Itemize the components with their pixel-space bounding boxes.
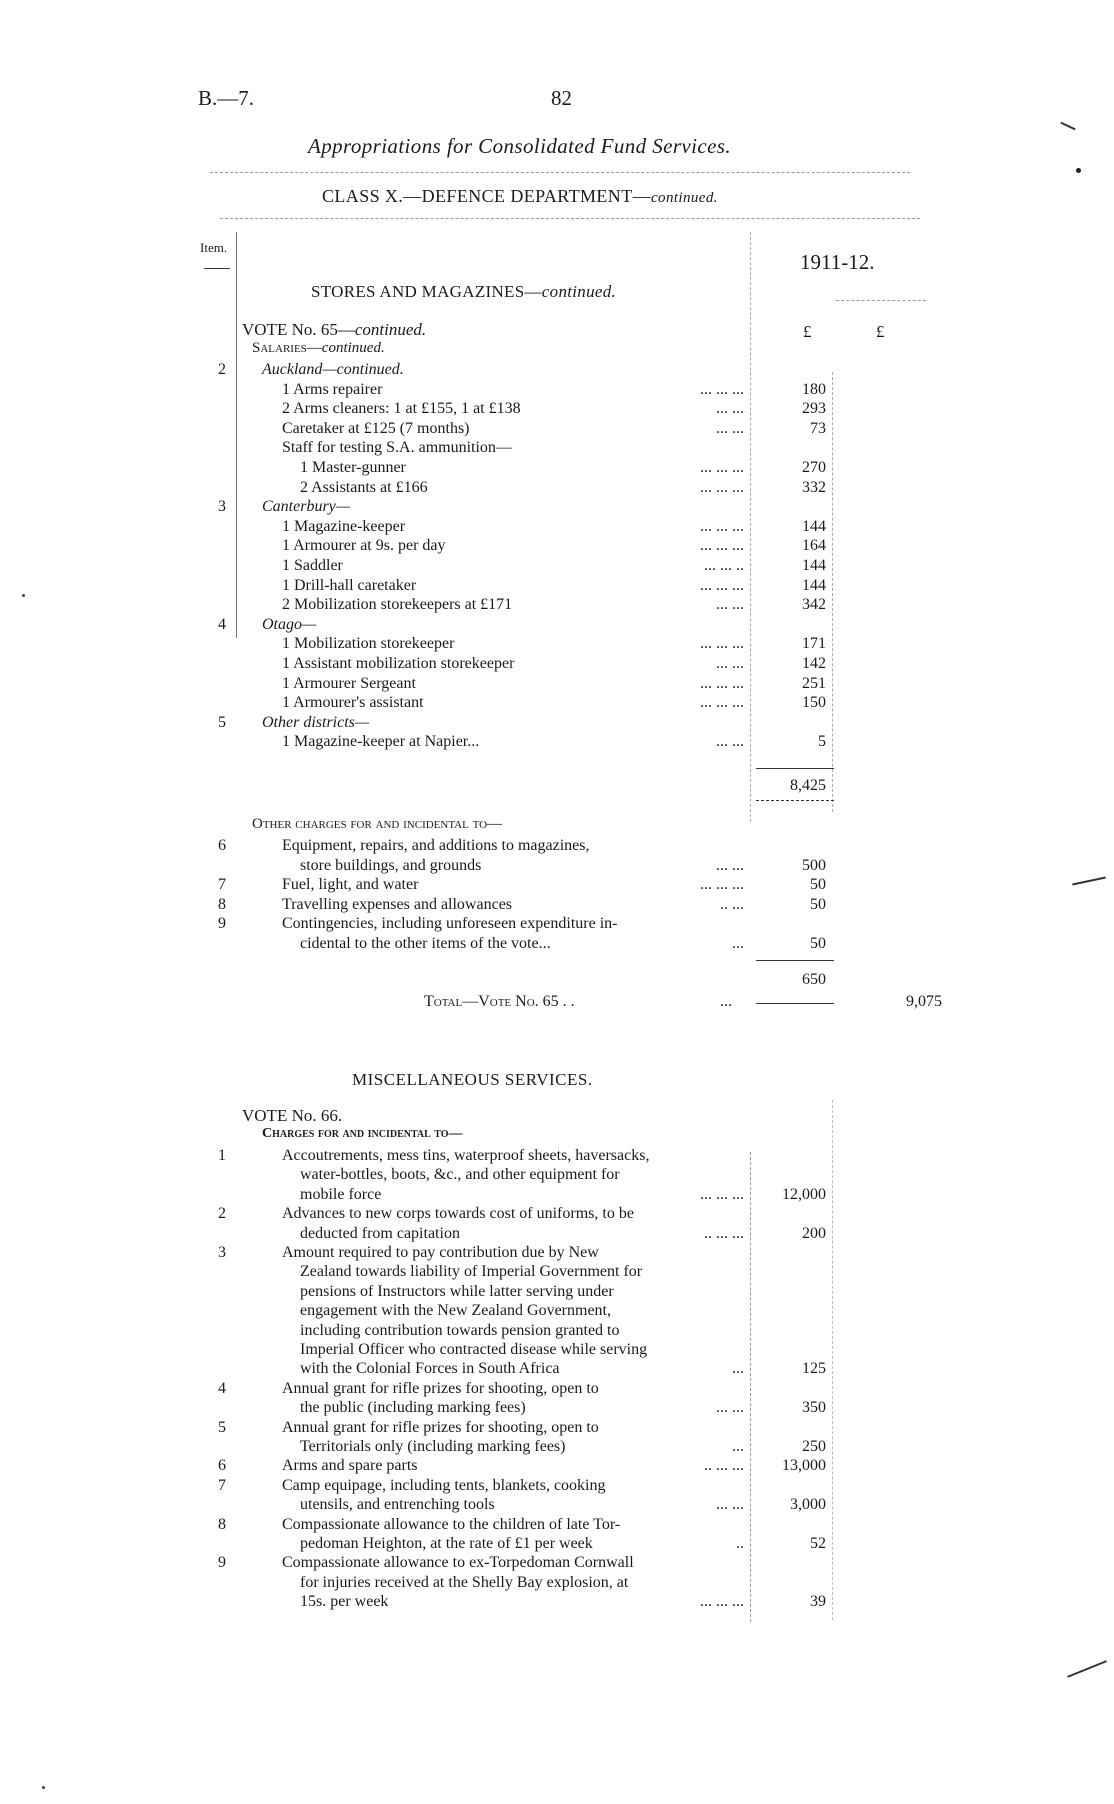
table-row <box>0 1418 1114 1437</box>
item-description: Caretaker at £125 (7 months) <box>282 419 470 437</box>
item-description: engagement with the New Zealand Government, <box>300 1302 611 1320</box>
item-amount: 125 <box>802 1360 826 1378</box>
leader-dots: ... ... ... <box>700 517 744 535</box>
table-row <box>0 478 1114 497</box>
leader-dots: .. ... ... <box>704 1224 744 1242</box>
misc-charges-heading: Charges for and incidental to— <box>262 1126 463 1141</box>
item-description: 2 Mobilization storekeepers at £171 <box>282 596 513 614</box>
table-row <box>0 595 1114 614</box>
scan-mark <box>22 594 25 597</box>
item-amount: 180 <box>802 380 826 398</box>
item-amount: 50 <box>810 935 826 952</box>
leader-dots: ... ... <box>716 856 744 874</box>
scan-mark <box>1067 1660 1107 1678</box>
item-description: 1 Armourer Sergeant <box>282 674 416 692</box>
item-number: 2 <box>218 361 226 378</box>
item-number: 5 <box>218 1418 226 1436</box>
vote-65-total-rule <box>756 1003 834 1004</box>
item-amount: 39 <box>810 1593 826 1611</box>
item-description: Amount required to pay contribution due by New <box>282 1244 599 1261</box>
item-description: Fuel, light, and water <box>282 876 419 894</box>
item-description: Auckland—continued. <box>262 361 404 378</box>
year-heading: 1911-12. <box>800 250 875 274</box>
stores-heading <box>311 282 616 302</box>
leader-dots: ... ... ... <box>700 478 744 496</box>
item-amount: 350 <box>802 1399 826 1417</box>
table-row <box>0 380 1114 399</box>
table-row <box>0 1456 1114 1475</box>
table-row <box>0 634 1114 653</box>
item-description: 1 Drill-hall caretaker <box>282 576 417 594</box>
item-description: Advances to new corps towards cost of uniforms, to be <box>282 1205 634 1223</box>
table-row <box>0 856 1114 875</box>
item-amount: 293 <box>802 400 826 418</box>
vote-65-total-amount: 9,075 <box>906 993 942 1010</box>
item-amount: 50 <box>810 895 826 913</box>
item-amount: 342 <box>802 596 826 614</box>
pound-sign-total-column: £ <box>876 322 885 341</box>
leader-dots: ... ... ... <box>700 1593 744 1611</box>
item-description: 1 Armourer at 9s. per day <box>282 537 446 555</box>
item-number: 1 <box>218 1147 226 1164</box>
item-description: with the Colonial Forces in South Africa <box>300 1360 560 1378</box>
item-description: 1 Magazine-keeper <box>282 517 406 535</box>
item-description: Other districts— <box>262 713 370 731</box>
item-description: Imperial Officer who contracted disease while serving <box>300 1341 648 1358</box>
item-description: Contingencies, including unforeseen expenditure in- <box>282 915 618 933</box>
item-amount: 142 <box>802 655 826 672</box>
salaries-subtotal-rule-bottom <box>756 800 834 801</box>
item-description: 1 Magazine-keeper at Napier... <box>282 733 480 751</box>
item-description: utensils, and entrenching tools <box>300 1496 495 1514</box>
item-number: 9 <box>218 1554 226 1572</box>
header-rule <box>210 172 910 173</box>
table-row <box>0 836 1114 855</box>
table-row <box>0 1243 1114 1262</box>
item-description: Arms and spare parts <box>282 1457 418 1475</box>
item-amount: 13,000 <box>782 1457 826 1475</box>
item-description: cidental to the other items of the vote... <box>300 935 551 952</box>
item-number: 9 <box>218 915 226 933</box>
item-number: 7 <box>218 1476 226 1494</box>
item-amount: 164 <box>802 537 826 555</box>
item-column-label: Item. <box>200 240 228 255</box>
item-description: 2 Assistants at £166 <box>300 478 428 496</box>
page-title: Appropriations for Consolidated Fund Services. <box>308 134 732 158</box>
table-row <box>0 438 1114 457</box>
leader-dots: ... ... <box>716 733 744 751</box>
item-description: Compassionate allowance to the children of late Tor- <box>282 1515 621 1533</box>
table-row <box>0 1476 1114 1495</box>
leader-dots: ... ... ... <box>700 459 744 476</box>
item-description: the public (including marking fees) <box>300 1399 526 1417</box>
stores-heading-continued: continued. <box>541 282 617 301</box>
class-rule <box>220 218 920 219</box>
table-row <box>0 693 1114 712</box>
table-row <box>0 1495 1114 1514</box>
item-description: 1 Saddler <box>282 557 343 574</box>
pound-sign-amount-column: £ <box>803 322 812 341</box>
item-amount: 251 <box>802 674 826 692</box>
leader-dots: ... ... ... <box>700 635 744 653</box>
table-row <box>0 536 1114 555</box>
item-description: store buildings, and grounds <box>300 856 482 874</box>
table-row <box>0 1592 1114 1611</box>
salaries-continued: continued. <box>321 340 385 356</box>
item-description: 2 Arms cleaners: 1 at £155, 1 at £138 <box>282 400 521 418</box>
table-row <box>0 399 1114 418</box>
item-description: Camp equipage, including tents, blankets, cooking <box>282 1476 606 1494</box>
table-row <box>0 1146 1114 1165</box>
item-description: for injuries received at the Shelly Bay explosion, at <box>300 1573 629 1591</box>
table-row <box>0 419 1114 438</box>
table-row <box>0 1204 1114 1223</box>
leader-dots: ... ... ... <box>700 576 744 594</box>
table-row <box>0 1515 1114 1534</box>
item-description: mobile force <box>300 1185 382 1203</box>
leader-dots: ... ... <box>716 655 744 672</box>
item-description: 1 Assistant mobilization storekeeper <box>282 655 515 672</box>
leader-dots: ... <box>732 935 744 952</box>
leader-dots: ... ... <box>716 419 744 437</box>
item-description: 1 Mobilization storekeeper <box>282 635 455 653</box>
item-description: Annual grant for rifle prizes for shooting, open to <box>282 1379 599 1397</box>
leader-dots: ... <box>732 1360 744 1378</box>
table-row <box>0 458 1114 477</box>
table-row <box>0 1262 1114 1281</box>
salaries-subtotal-amount: 8,425 <box>790 777 826 794</box>
item-description: Annual grant for rifle prizes for shooting, open to <box>282 1418 599 1436</box>
table-row <box>0 1359 1114 1378</box>
table-row <box>0 1340 1114 1359</box>
leader-dots: .. ... ... <box>704 1457 744 1475</box>
table-row <box>0 654 1114 673</box>
table-row <box>0 1437 1114 1456</box>
leader-dots: ... ... ... <box>700 876 744 894</box>
table-row <box>0 556 1114 575</box>
item-amount: 52 <box>810 1535 826 1552</box>
table-row <box>0 1553 1114 1572</box>
vote-65-continued: continued. <box>354 320 427 339</box>
item-amount: 332 <box>802 478 826 496</box>
table-row <box>0 1185 1114 1204</box>
other-subtotal-amount: 650 <box>802 971 826 988</box>
table-row <box>0 1301 1114 1320</box>
table-row <box>0 1398 1114 1417</box>
leader-dots: ... ... ... <box>700 1185 744 1203</box>
item-description: deducted from capitation <box>300 1224 460 1242</box>
leader-dots: ... <box>732 1438 744 1455</box>
leader-dots: ... ... <box>716 596 744 614</box>
item-amount: 500 <box>802 856 826 874</box>
item-amount: 171 <box>802 635 826 653</box>
item-number: 5 <box>218 713 226 731</box>
item-amount: 73 <box>810 419 826 437</box>
table-row <box>0 1379 1114 1398</box>
table-row <box>0 497 1114 516</box>
vote-65-heading <box>242 320 426 340</box>
other-charges-heading: Other charges for and incidental to— <box>252 816 503 832</box>
item-number: 6 <box>218 837 226 854</box>
table-row <box>0 1534 1114 1553</box>
item-description: 15s. per week <box>300 1593 389 1611</box>
misc-heading: MISCELLANEOUS SERVICES. <box>352 1070 593 1089</box>
scan-mark <box>1076 168 1081 173</box>
item-description: 1 Armourer's assistant <box>282 694 424 712</box>
page-number: 82 <box>551 86 572 110</box>
item-number: 4 <box>218 615 226 633</box>
leader-dots: ... ... <box>716 1399 744 1417</box>
item-amount: 144 <box>802 517 826 535</box>
item-description: Equipment, repairs, and additions to magazines, <box>282 837 590 854</box>
table-row <box>0 1573 1114 1592</box>
table-row <box>0 1224 1114 1243</box>
item-description: Zealand towards liability of Imperial Government for <box>300 1263 643 1281</box>
stores-heading-main: STORES AND MAGAZINES— <box>311 282 542 301</box>
table-row <box>0 732 1114 751</box>
leader-dots: ... ... ... <box>700 694 744 712</box>
item-description: Travelling expenses and allowances <box>282 895 513 913</box>
leader-dots: .. ... <box>720 895 744 913</box>
scan-mark <box>42 1786 45 1789</box>
item-amount: 50 <box>810 876 826 894</box>
item-description: water-bottles, boots, &c., and other equipment for <box>300 1166 620 1184</box>
table-row <box>0 1321 1114 1340</box>
table-row <box>0 875 1114 894</box>
leader-dots: ... ... ... <box>700 380 744 398</box>
salaries-heading <box>252 340 385 357</box>
salaries-subtotal-rule <box>756 768 834 769</box>
item-description: Compassionate allowance to ex-Torpedoman Cornwall <box>282 1554 634 1572</box>
leader-dots: ... ... ... <box>700 537 744 555</box>
salaries-subtotal-row <box>0 776 1114 795</box>
item-description: Otago— <box>262 615 317 633</box>
item-number: 6 <box>218 1457 226 1475</box>
vote-65-label: VOTE No. 65— <box>242 320 355 339</box>
item-amount: 144 <box>802 557 826 574</box>
item-description: Territorials only (including marking fees) <box>300 1438 566 1455</box>
class-title-main: CLASS X.—DEFENCE DEPARTMENT— <box>322 186 651 206</box>
item-amount: 150 <box>802 694 826 712</box>
vote-65-total-row <box>0 992 1114 1011</box>
leader-dots: ... ... <box>716 1496 744 1514</box>
table-row <box>0 615 1114 634</box>
table-row <box>0 713 1114 732</box>
item-number: 7 <box>218 876 226 894</box>
item-amount: 144 <box>802 576 826 594</box>
leader-dots: ... ... ... <box>700 674 744 692</box>
table-row <box>0 360 1114 379</box>
table-row <box>0 517 1114 536</box>
item-description: including contribution towards pension granted to <box>300 1321 620 1339</box>
item-number: 3 <box>218 498 226 516</box>
table-row <box>0 576 1114 595</box>
table-row <box>0 934 1114 953</box>
scan-mark <box>1060 122 1075 131</box>
leader-dots: ... ... .. <box>704 557 744 574</box>
item-description: Accoutrements, mess tins, waterproof sheets, haversacks, <box>282 1147 650 1164</box>
table-row <box>0 1282 1114 1301</box>
vote-65-total-label: Total—Vote No. 65 . . <box>424 993 575 1010</box>
leader-dots: ... ... <box>716 400 744 418</box>
item-number: 2 <box>218 1205 226 1223</box>
item-number: 8 <box>218 1515 226 1533</box>
item-amount: 12,000 <box>782 1185 826 1203</box>
class-title <box>322 186 718 207</box>
item-description: 1 Arms repairer <box>282 380 383 398</box>
item-amount: 250 <box>802 1438 826 1455</box>
item-amount: 200 <box>802 1224 826 1242</box>
item-number: 4 <box>218 1379 226 1397</box>
table-row <box>0 674 1114 693</box>
item-description: Staff for testing S.A. ammunition— <box>282 439 512 457</box>
item-amount: 3,000 <box>790 1496 826 1514</box>
item-label-underline <box>204 268 230 269</box>
vote-65-total-dots: ... <box>720 993 732 1010</box>
item-number: 8 <box>218 895 226 913</box>
item-number: 3 <box>218 1244 226 1261</box>
leader-dots: .. <box>736 1535 744 1552</box>
table-row <box>0 895 1114 914</box>
item-description: 1 Master-gunner <box>300 459 406 476</box>
item-amount: 270 <box>802 459 826 476</box>
item-description: pensions of Instructors while latter serving under <box>300 1282 614 1300</box>
item-description: pedoman Heighton, at the rate of £1 per week <box>300 1535 593 1552</box>
class-title-continued: continued. <box>651 190 718 206</box>
other-subtotal-rule <box>756 960 834 961</box>
year-rule <box>836 300 926 301</box>
salaries-label: Salaries— <box>252 340 322 356</box>
table-row <box>0 1165 1114 1184</box>
other-subtotal-row <box>0 970 1114 989</box>
item-description: Canterbury— <box>262 498 350 516</box>
table-row <box>0 914 1114 933</box>
doc-reference: B.—7. <box>198 86 255 110</box>
vote-66-heading: VOTE No. 66. <box>242 1106 343 1125</box>
item-amount: 5 <box>818 733 826 751</box>
